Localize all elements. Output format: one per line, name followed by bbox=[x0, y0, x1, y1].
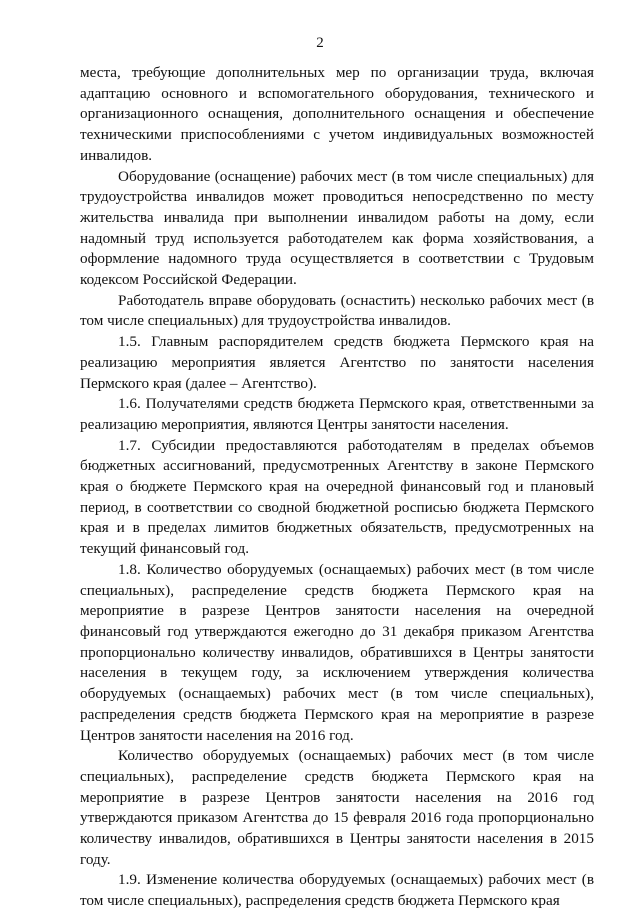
paragraph-employer-right: Работодатель вправе оборудовать (оснастить) несколько рабочих мест (в том числе специальных) для трудоустройства инвалидов. bbox=[80, 291, 594, 330]
paragraph-1-7: 1.7. Субсидии предоставляются работодателям в пределах объемов бюджетных ассигнований, предусмотренных Агентству в законе Пермского края о бюджете Пермского края на очередной финансовый год и плановый период, в соответствии со сводной бюджетной росписью бюджета Пермского края и в пределах лимитов бюджетных обязательств, предусмотренных на текущий финансовый год. bbox=[80, 436, 594, 558]
paragraph-1-5: 1.5. Главным распорядителем средств бюджета Пермского края на реализацию мероприятия является Агентство по занятости населения Пермского края (далее – Агентство). bbox=[80, 333, 594, 392]
paragraph-2016-distribution: Количество оборудуемых (оснащаемых) рабочих мест (в том числе специальных), распределение средств бюджета Пермского края на мероприятие в разрезе Центров занятости населения на 2016 год утверждаются приказом Агентства до 15 февраля 2016 года пропорционально количеству инвалидов, обратившихся в Центры занятости населения в 2015 году. bbox=[80, 747, 594, 868]
paragraph-home-work-equipment: Оборудование (оснащение) рабочих мест (в том числе специальных) для трудоустройства инвалидов может проводиться непосредственно по месту жительства инвалида при выполнении инвалидом работы на дому, если надомный труд используется работодателем как форма хозяйствования, а оформление надомного труда осуществляется в соответствии с Трудовым кодексом Российской Федерации. bbox=[80, 167, 594, 289]
paragraph-continuation: места, требующие дополнительных мер по организации труда, включая адаптацию основного и вспомогательного оборудования, технического и организационного оснащения, дополнительного оснащения и обеспечение техническими приспособлениями с учетом индивидуальных возможностей инвалидов. bbox=[80, 64, 594, 164]
paragraph-1-6: 1.6. Получателями средств бюджета Пермского края, ответственными за реализацию мероприятия, являются Центры занятости населения. bbox=[80, 395, 594, 433]
page-number: 2 bbox=[316, 35, 324, 51]
paragraph-1-8: 1.8. Количество оборудуемых (оснащаемых) рабочих мест (в том числе специальных), распределение средств бюджета Пермского края на мероприятие в разрезе Центров занятости населения на очередной финансовый год утверждаются ежегодно до 31 декабря приказом Агентства пропорционально количеству инвалидов, обратившихся в Центры занятости населения в текущем году, за исключением утверждения количества оборудуемых (оснащаемых) рабочих мест (в том числе специальных), распределения средств бюджета Пермского края на мероприятие в разрезе Центров занятости населения на 2016 год. bbox=[80, 560, 594, 744]
document-body bbox=[80, 63, 594, 912]
paragraph-1-9: 1.9. Изменение количества оборудуемых (оснащаемых) рабочих мест (в том числе специальных), распределения средств бюджета Пермского края bbox=[80, 871, 594, 910]
